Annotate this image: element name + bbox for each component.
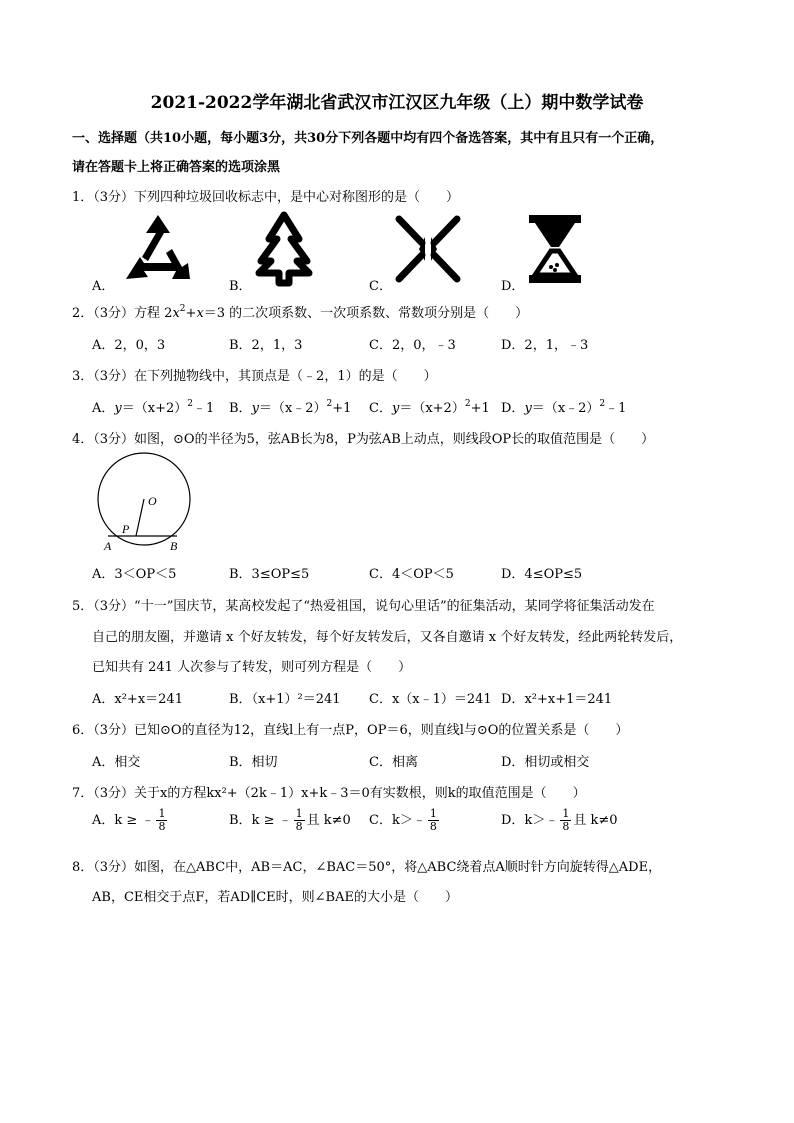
- q7-option-c: C．k＞﹣ $\frac{1}{8}$: [369, 807, 437, 833]
- fig-label-a: A: [104, 539, 112, 553]
- q3-option-b: B．y＝（x﹣2）$^2$+1: [229, 399, 352, 416]
- q1-option-d-label: D．: [501, 279, 525, 294]
- circle-chord-figure: [94, 456, 204, 556]
- q3-option-d: D．y＝（x﹣2）$^2$﹣1: [501, 399, 627, 416]
- q1-option-b-label: B．: [229, 279, 252, 294]
- q6-option-a: A．相交: [92, 755, 141, 770]
- q5-option-c: C．x（x﹣1）＝241: [369, 692, 492, 707]
- q2-option-d: D．2，1，﹣3: [501, 338, 589, 353]
- fig-label-o: O: [148, 494, 157, 508]
- question-7-stem: 7．（3分）关于x的方程kx²+（2k﹣1）x+k﹣3＝0有实数根，则k的取值范围是（ ）: [72, 786, 586, 801]
- four-arrows-x-icon: [393, 213, 463, 285]
- section-heading-line2: 请在答题卡上将正确答案的选项涂黑: [72, 160, 281, 175]
- q1-option-a-label: A．: [92, 279, 115, 294]
- q4-option-b: B．3≤OP≤5: [229, 567, 310, 582]
- q3-option-c: C．$y=(x+2)^2+1$: [369, 399, 490, 416]
- q6-option-b: B．相切: [229, 755, 278, 770]
- fraction-one-eighth: $\frac{1}{8}$: [158, 807, 166, 833]
- question-2-stem: 2．（3分）方程 $2x^2+x=3$ 的二次项系数、一次项系数、常数项分别是（ ）: [72, 304, 529, 321]
- recycle-triangle-arrows-icon: [118, 213, 198, 285]
- q6-option-c: C．相离: [369, 755, 418, 770]
- q4-option-c: C．4＜OP＜5: [369, 567, 454, 582]
- q2-option-b: B．2，1，3: [229, 338, 303, 353]
- question-5-line3: 已知共有 241 人次参与了转发，则可列方程是（ ）: [92, 660, 412, 675]
- q7-option-a: A．k ≥ ﹣ $\frac{1}{8}$: [92, 807, 166, 833]
- question-6-stem: 6．（3分）已知⊙O的直径为12，直线l上有一点P，OP＝6，则直线l与⊙O的位置关系是（ ）: [72, 723, 629, 738]
- question-1-stem: 1．（3分）下列四种垃圾回收标志中，是中心对称图形的是（ ）: [72, 190, 460, 205]
- q4-option-d: D．4≤OP≤5: [501, 567, 583, 582]
- q1-option-c-label: C．: [369, 279, 392, 294]
- page-title: 2021-2022学年湖北省武汉市江汉区九年级（上）期中数学试卷: [150, 93, 644, 113]
- fraction-one-eighth: $\frac{1}{8}$: [295, 807, 303, 833]
- q7-option-b: B．k ≥ ﹣ $\frac{1}{8}$ 且 k≠0: [229, 807, 351, 833]
- question-4-stem: 4．（3分）如图，⊙O的半径为5，弦AB长为8，P为弦AB上动点，则线段OP长的取值范围是（ ）: [72, 432, 655, 447]
- q7-option-d: D．k＞﹣ $\frac{1}{8}$ 且 k≠0: [501, 807, 618, 833]
- fig-label-p: P: [122, 522, 130, 536]
- fraction-one-eighth: $\frac{1}{8}$: [562, 807, 570, 833]
- recycle-tree-icon: [253, 213, 315, 285]
- q2-option-a: A．2，0，3: [92, 338, 166, 353]
- q3-option-a: A．$y=(x+2)^2﹣1$: [92, 399, 215, 416]
- q5-option-b: B．（x+1）²＝241: [229, 692, 341, 707]
- fig-label-b: B: [170, 539, 178, 553]
- q6-option-d: D．相切或相交: [501, 755, 590, 770]
- section-heading-line1: 一、选择题（共10小题，每小题3分，共30分下列各题中均有四个备选答案，其中有且只有一个正确，: [72, 131, 664, 146]
- question-5-line1: 5．（3分）“十一”国庆节，某高校发起了“热爱祖国，说句心里话”的征集活动，某同学将征集活动发在: [72, 599, 655, 614]
- question-3-stem: 3．（3分）在下列抛物线中，其顶点是（﹣2，1）的是（ ）: [72, 369, 437, 384]
- fraction-one-eighth: $\frac{1}{8}$: [429, 807, 437, 833]
- question-5-line2: 自己的朋友圈，并邀请 x 个好友转发，每个好友转发后，又各自邀请 x 个好友转发，经此两轮转发后，: [92, 630, 683, 645]
- question-8-line1: 8．（3分）如图，在△ABC中，AB＝AC，∠BAC＝50°，将△ABC绕着点A顺时针方向旋转得△ADE，: [72, 860, 662, 875]
- q2-option-c: C．2，0，﹣3: [369, 338, 456, 353]
- question-8-line2: AB，CE相交于点F，若AD∥CE时，则∠BAE的大小是（ ）: [92, 890, 458, 905]
- hourglass-icon: [527, 213, 583, 285]
- q5-option-a: A．x²+x＝241: [92, 692, 183, 707]
- q4-option-a: A．3＜OP＜5: [92, 567, 177, 582]
- q5-option-d: D．x²+x+1＝241: [501, 692, 613, 707]
